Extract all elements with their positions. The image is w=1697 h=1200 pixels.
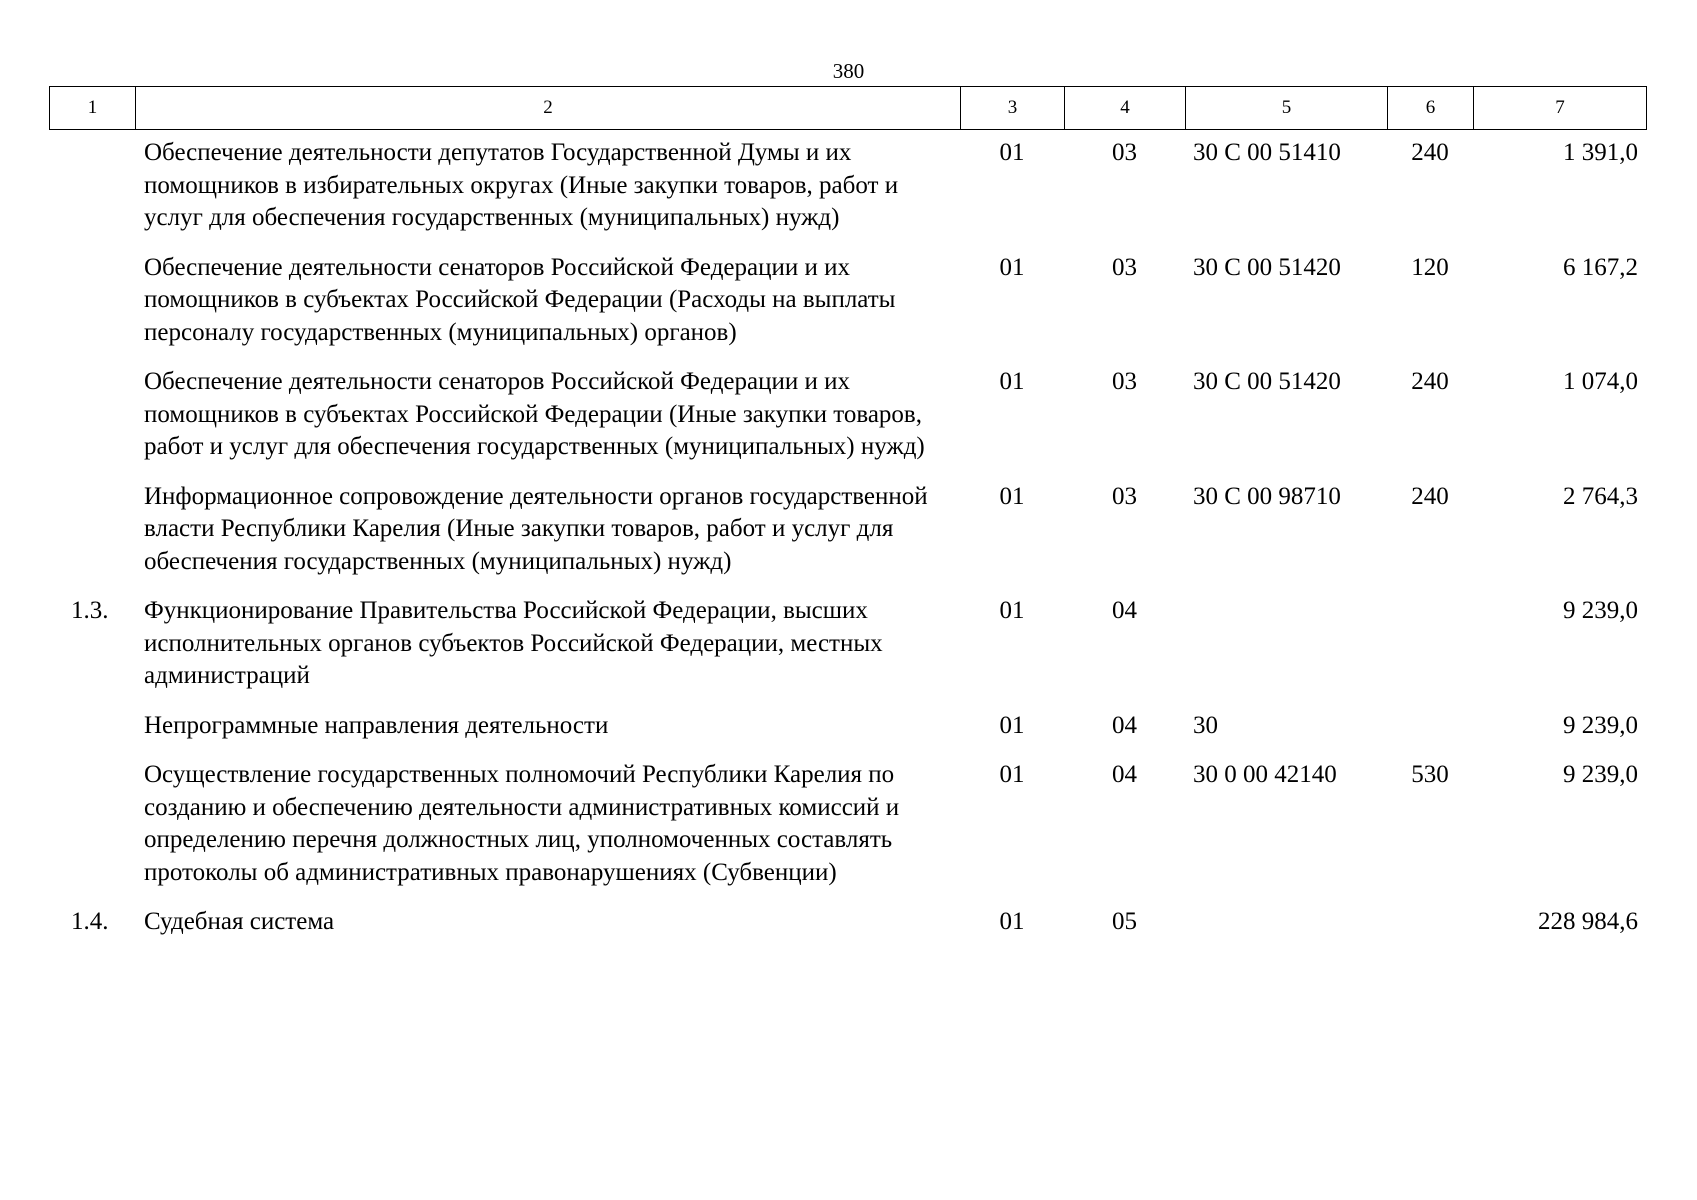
column-header-2: 2 [136, 87, 961, 130]
row-expense-type-code [1387, 595, 1473, 693]
column-header-table [49, 86, 1647, 130]
table-row [49, 481, 1646, 579]
row-name: Обеспечение деятельности сенаторов Российской Федерации и их помощников в субъектах Российской Федерации (Расходы на выплаты персоналу государственных (муниципальных) органов) [144, 253, 896, 346]
row-target-article-code [1185, 906, 1387, 939]
row-amount: 1 391,0 [1563, 139, 1638, 166]
row-amount: 2 764,3 [1563, 482, 1638, 510]
row-target-article-code: 30 С 00 51420 [1193, 253, 1341, 281]
row-amount: 228 984,6 [1538, 908, 1638, 935]
row-expense-type-code: 240 [1411, 139, 1449, 166]
row-number [49, 137, 135, 235]
row-name: Осуществление государственных полномочий Республики Карелия по созданию и обеспечению деятельности административных комиссий и определению перечня должностных лиц, уполномоченных составлять протоколы об административных правонарушениях (Субвенции) [144, 761, 900, 886]
row-subsection-code: 05 [1112, 908, 1137, 935]
column-header-6: 6 [1388, 87, 1474, 130]
row-amount: 9 239,0 [1563, 761, 1638, 788]
row-section-code: 01 [999, 482, 1025, 510]
row-number [49, 759, 135, 889]
row-subsection-code: 04 [1112, 711, 1137, 739]
row-section-code: 01 [999, 253, 1025, 281]
table-row [49, 366, 1646, 464]
page-number: 380 [832, 59, 865, 83]
row-subsection-code: 04 [1112, 597, 1137, 624]
row-name: Обеспечение деятельности сенаторов Российской Федерации и их помощников в субъектах Российской Федерации (Иные закупки товаров, работ и услуг для обеспечения государственных (муниципальных) нужд) [144, 368, 925, 460]
row-number [49, 366, 135, 464]
table-row [49, 137, 1646, 235]
row-subsection-code: 03 [1112, 139, 1137, 166]
row-name: Непрограммные направления деятельности [144, 711, 609, 739]
row-subsection-code: 03 [1112, 482, 1137, 510]
row-expense-type-code: 240 [1411, 482, 1449, 510]
row-amount: 6 167,2 [1563, 253, 1638, 281]
row-amount: 1 074,0 [1563, 368, 1638, 395]
row-section-code: 01 [999, 139, 1025, 166]
column-header-5: 5 [1186, 87, 1388, 130]
column-header-row [50, 87, 1647, 130]
row-section-code: 01 [999, 761, 1025, 788]
row-name: Функционирование Правительства Российской Федерации, высших исполнительных органов субъектов Российской Федерации, местных администраций [144, 597, 883, 689]
row-amount: 9 239,0 [1563, 597, 1638, 624]
column-header-7: 7 [1474, 87, 1647, 130]
table-row [49, 906, 1646, 939]
row-subsection-code: 03 [1112, 368, 1137, 395]
row-section-code: 01 [999, 597, 1025, 624]
row-subsection-code: 03 [1112, 253, 1137, 281]
row-expense-type-code: 240 [1411, 368, 1449, 395]
row-target-article-code: 30 С 00 51420 [1193, 368, 1341, 395]
row-subsection-code: 04 [1112, 761, 1137, 788]
column-header-1: 1 [50, 87, 136, 130]
row-target-article-code: 30 [1193, 711, 1218, 739]
row-section-code: 01 [999, 711, 1025, 739]
table-row [49, 759, 1646, 889]
row-expense-type-code [1387, 710, 1473, 743]
table-row [49, 595, 1646, 693]
row-target-article-code: 30 С 00 98710 [1193, 482, 1341, 510]
column-header-4: 4 [1065, 87, 1186, 130]
row-section-code: 01 [999, 368, 1025, 395]
table-row [49, 710, 1646, 743]
row-target-article-code: 30 С 00 51410 [1193, 139, 1341, 166]
row-section-code: 01 [999, 908, 1025, 935]
row-target-article-code: 30 0 00 42140 [1193, 761, 1337, 788]
row-number: 1.3. [71, 597, 109, 624]
row-expense-type-code: 530 [1411, 761, 1449, 788]
row-name: Информационное сопровождение деятельности органов государственной власти Республики Карелия (Иные закупки товаров, работ и услуг для обеспечения государственных (муниципальных) нужд) [144, 482, 928, 575]
column-header-3: 3 [961, 87, 1065, 130]
row-expense-type-code [1387, 906, 1473, 939]
row-number [49, 252, 135, 350]
row-number [49, 710, 135, 743]
table-row [49, 252, 1646, 350]
row-number [49, 481, 135, 579]
row-number: 1.4. [71, 908, 109, 935]
row-amount: 9 239,0 [1563, 711, 1638, 739]
row-name: Обеспечение деятельности депутатов Государственной Думы и их помощников в избирательных округах (Иные закупки товаров, работ и услуг для обеспечения государственных (муниципальных) нужд) [144, 139, 899, 231]
row-name: Судебная система [144, 908, 335, 935]
row-target-article-code [1185, 595, 1387, 693]
row-expense-type-code: 120 [1411, 253, 1449, 281]
budget-table-body [49, 137, 1646, 956]
